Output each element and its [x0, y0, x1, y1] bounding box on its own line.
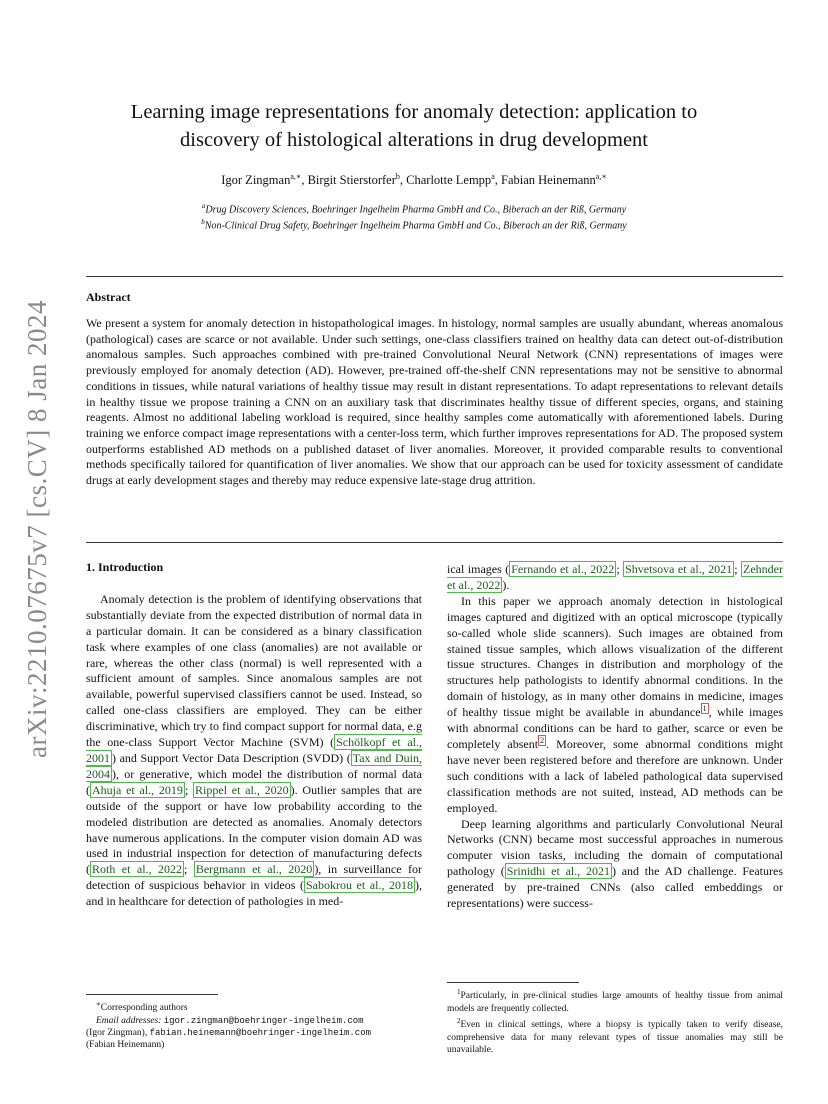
- footnote-rule: [86, 994, 218, 995]
- footnote: $^1$Particularly, in pre-clinical studies large amounts of healthy tissue from animal models are frequently collected.: [447, 988, 783, 1014]
- footnote-link[interactable]: 2: [540, 735, 545, 745]
- citation-link[interactable]: Schölkopf et al., 2001: [86, 735, 422, 765]
- author: Birgit Stierstorfer$^b$: [307, 172, 400, 188]
- author: Fabian Heinemann$^{a,∗}$: [501, 172, 607, 188]
- footnote-link[interactable]: 1: [702, 704, 707, 714]
- author-list: Igor Zingman$^{a,∗}$, Birgit Stierstorfer$^b$, Charlotte Lempp$^a$, Fabian Heinemann$^{a,∗}$: [221, 172, 607, 188]
- footnote: (Igor Zingman), fabian.heinemann@boehringer-ingelheim.com: [86, 1027, 372, 1038]
- footnote: ∗Corresponding authors: [96, 1000, 188, 1014]
- paper-title: Learning image representations for anomaly detection: application to discovery of histological alterations in drug development: [130, 101, 698, 151]
- paragraph: ical images ( Fernando et al., 2022 ; Shvetsova et al., 2021 ; Zehnder et al., 2022 ).: [447, 562, 783, 592]
- left-column: [86, 560, 422, 910]
- abstract-rule: [86, 542, 783, 543]
- citation-link[interactable]: Sabokrou et al., 2018: [306, 878, 413, 893]
- footnotes-right: [447, 986, 783, 1056]
- abstract-heading: Abstract: [86, 290, 131, 304]
- affiliations: [90, 200, 738, 233]
- affiliation: $^b$Non-Clinical Drug Safety, Boehringer Ingelheim Pharma GmbH and Co., Biberach an der Riß, Germany: [201, 218, 627, 232]
- right-column: [447, 562, 783, 912]
- footnote: (Fabian Heinemann): [86, 1040, 165, 1051]
- section-heading: 1. Introduction: [86, 560, 164, 574]
- paragraph: Deep learning algorithms and particularly Convolutional Neural Networks (CNN) became most successful approaches in numerous computer vision tasks, including the domain of computational pathology ( Srinidhi et al., 2021 ) and the AD challenge. Features generated by pre-trained CNNs (also called embeddings or representations) were success-: [447, 816, 783, 911]
- affiliation: $^a$Drug Discovery Sciences, Boehringer Ingelheim Pharma GmbH and Co., Biberach an der Riß, Germany: [201, 202, 627, 216]
- footnotes-left: [86, 998, 422, 1052]
- author: Igor Zingman$^{a,∗}$: [221, 172, 302, 188]
- footnote-rule: [447, 982, 579, 983]
- citation-link[interactable]: Fernando et al., 2022: [511, 562, 615, 576]
- citation-link[interactable]: Tax and Duin, 2004: [86, 750, 422, 781]
- citation-link[interactable]: Srinidhi et al., 2021: [506, 864, 610, 879]
- paragraph: In this paper we approach anomaly detection in histological images captured and digitized with an optical microscope (typically so-called whole slide scanners). Such images are obtained from stained tissue samples, which allows visualization of the different tissue structures. Changes in distribution and morphology of the structures help pathologists to identify abnormal conditions. In the domain of histology, as in many other domains in medicine, images of healthy tissue might be available in abundance $^1$ , while images with abnormal conditions can be hard to gather, scarce or even be completely absent $^2$ . Moreover, some abnormal conditions might have never been registered before and therefore are unknown. Under such conditions with a lack of labeled pathological data supervised classification methods are not suited, instead, AD methods can be employed.: [447, 593, 783, 815]
- top-rule: [86, 276, 783, 277]
- citation-link[interactable]: Zehnder et al., 2022: [447, 562, 783, 592]
- citation-link[interactable]: Ahuja et al., 2019: [92, 782, 183, 797]
- citation-link[interactable]: Bergmann et al., 2020: [195, 862, 313, 877]
- footnote: Email addresses: igor.zingman@boehringer-ingelheim.com: [96, 1015, 364, 1026]
- footnote: $^2$Even in clinical settings, where a biopsy is typically taken to verify disease, comprehensive data for many relevant types of tissue anomalies may still be unavailable.: [447, 1016, 783, 1055]
- paragraph: Anomaly detection is the problem of identifying observations that substantially deviate from the expected distribution of normal data in a particular domain. It can be considered as a binary classification task where examples of one class (anomalies) are not available or rare, whereas the other class (normal) is well represented with a sufficient amount of samples. Since anomalous samples are not available, powerful supervised classifiers cannot be used. Instead, so called one-class classifiers are employed. They can be either discriminative, which try to find compact support for normal data, e.g the one-class Support Vector Machine (SVM) ( Schölkopf et al., 2001 ) and Support Vector Data Description (SVDD) ( Tax and Duin, 2004 ), or generative, which model the distribution of normal data ( Ahuja et al., 2019 ; Rippel et al., 2020 ). Outlier samples that are outside of the support or have low probability according to the modeled distribution are detected as anomalies. Anomaly detectors have numerous applications. In the computer vision domain AD was used in industrial inspection for detection of manufacturing defects ( Roth et al., 2022 ; Bergmann et al., 2020 ), in surveillance for detection of suspicious behavior in videos ( Sabokrou et al., 2018 ), and in healthcare for detection of pathologies in med-: [86, 591, 422, 909]
- author: Charlotte Lempp$^a$: [406, 172, 495, 188]
- abstract-text: We present a system for anomaly detection in histopathological images. In histology, normal samples are usually abundant, whereas anomalous (pathological) cases are scarce or not available. Under such settings, one-class classifiers trained on healthy data can detect out-of-distribution anomalous samples. Such approaches combined with pre-trained Convolutional Neural Network (CNN) representations of images were previously employed for anomaly detection (AD). However, pre-trained off-the-shelf CNN representations may not be sensitive to abnormal conditions in tissues, while natural variations of healthy tissue may result in distant representations. To adapt representations to relevant details in healthy tissue we propose training a CNN on an auxiliary task that discriminates healthy tissue of different species, organs, and staining reagents. Almost no additional labeling workload is required, since healthy samples come automatically with aforementioned labels. During training we enforce compact image representations with a center-loss term, which further improves representations for AD. The proposed system outperforms established AD methods on a published dataset of liver anomalies. Moreover, it provided comparable results to conventional methods specifically tailored for quantification of liver anomalies. We show that our approach can be used for toxicity assessment of candidate drugs at early development stages and thereby may reduce expensive late-stage drug attrition.: [86, 316, 783, 488]
- arxiv-identifier: arXiv:2210.07675v7 [cs.CV] 8 Jan 2024: [22, 300, 52, 758]
- citation-link[interactable]: Rippel et al., 2020: [195, 782, 289, 797]
- citation-link[interactable]: Shvetsova et al., 2021: [625, 562, 733, 576]
- citation-link[interactable]: Roth et al., 2022: [92, 862, 183, 877]
